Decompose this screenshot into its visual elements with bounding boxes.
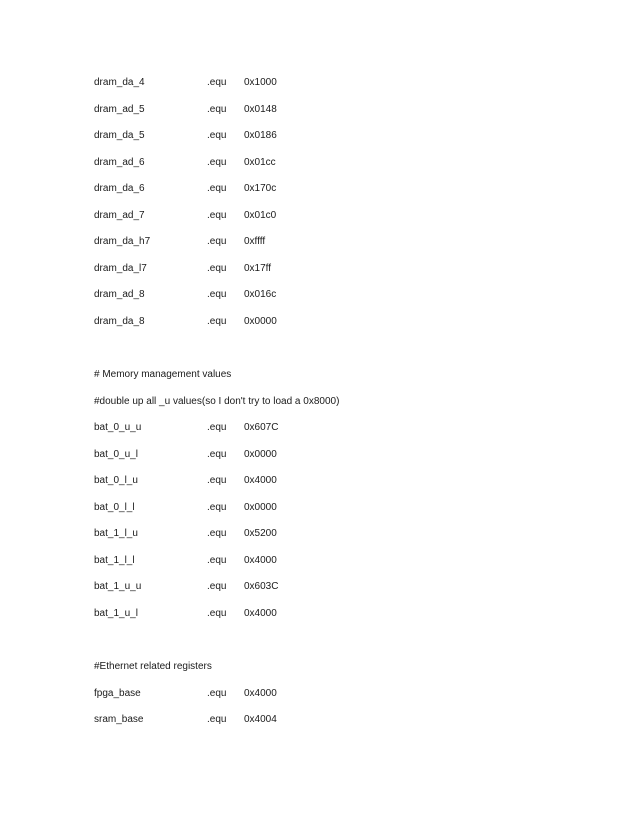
- directive: .equ: [207, 263, 227, 274]
- symbol-value: 0x0000: [244, 502, 277, 513]
- symbol-value: 0x4000: [244, 608, 277, 619]
- equ-line: [94, 687, 277, 701]
- directive: .equ: [207, 236, 227, 247]
- symbol-value: 0x4000: [244, 555, 277, 566]
- equ-line: [94, 527, 277, 541]
- symbol-value: 0x0148: [244, 104, 277, 115]
- symbol-value: 0x170c: [244, 183, 277, 194]
- comment-line: [94, 368, 232, 382]
- directive: .equ: [207, 714, 227, 725]
- symbol-name: fpga_base: [94, 688, 141, 699]
- symbol-value: 0x1000: [244, 77, 277, 88]
- symbol-name: dram_da_5: [94, 130, 145, 141]
- equ-line: [94, 235, 266, 249]
- directive: .equ: [207, 183, 227, 194]
- symbol-name: bat_1_u_u: [94, 581, 142, 592]
- directive: .equ: [207, 157, 227, 168]
- equ-line: [94, 156, 276, 170]
- symbol-name: bat_0_l_l: [94, 502, 135, 513]
- symbol-name: dram_ad_5: [94, 104, 145, 115]
- symbol-value: 0x17ff: [244, 263, 272, 274]
- symbol-name: bat_0_u_u: [94, 422, 142, 433]
- symbol-value: 0x4000: [244, 688, 277, 699]
- symbol-name: dram_ad_8: [94, 289, 145, 300]
- equ-line: [94, 580, 279, 594]
- directive: .equ: [207, 475, 227, 486]
- equ-line: [94, 448, 277, 462]
- directive: .equ: [207, 316, 227, 327]
- directive: .equ: [207, 289, 227, 300]
- equ-line: [94, 713, 277, 727]
- symbol-value: 0x5200: [244, 528, 277, 539]
- directive: .equ: [207, 502, 227, 513]
- equ-line: [94, 209, 277, 223]
- symbol-value: 0x4004: [244, 714, 277, 725]
- symbol-name: dram_da_4: [94, 77, 145, 88]
- equ-line: [94, 182, 277, 196]
- symbol-name: bat_1_u_l: [94, 608, 138, 619]
- directive: .equ: [207, 688, 227, 699]
- equ-line: [94, 76, 277, 90]
- symbol-value: 0x016c: [244, 289, 277, 300]
- symbol-value: 0x607C: [244, 422, 279, 433]
- symbol-value: 0x0000: [244, 449, 277, 460]
- equ-line: [94, 288, 277, 302]
- symbol-name: bat_0_u_l: [94, 449, 138, 460]
- symbol-name: bat_1_l_u: [94, 528, 138, 539]
- symbol-value: 0x4000: [244, 475, 277, 486]
- equ-line: [94, 129, 277, 143]
- comment-text: #double up all _u values(so I don't try to load a 0x8000): [94, 396, 340, 407]
- directive: .equ: [207, 608, 227, 619]
- comment-line: [94, 660, 212, 674]
- equ-line: [94, 501, 277, 515]
- directive: .equ: [207, 581, 227, 592]
- symbol-name: dram_ad_7: [94, 210, 145, 221]
- symbol-value: 0x0186: [244, 130, 277, 141]
- equ-line: [94, 262, 272, 276]
- directive: .equ: [207, 130, 227, 141]
- symbol-value: 0x01c0: [244, 210, 277, 221]
- equ-line: [94, 607, 277, 621]
- comment-text: #Ethernet related registers: [94, 661, 212, 672]
- symbol-value: 0x0000: [244, 316, 277, 327]
- directive: .equ: [207, 210, 227, 221]
- directive: .equ: [207, 555, 227, 566]
- equ-line: [94, 474, 277, 488]
- symbol-name: dram_da_h7: [94, 236, 151, 247]
- comment-line: [94, 395, 340, 409]
- symbol-value: 0x603C: [244, 581, 279, 592]
- symbol-name: bat_1_l_l: [94, 555, 135, 566]
- equ-line: [94, 421, 279, 435]
- symbol-name: dram_da_8: [94, 316, 145, 327]
- symbol-name: bat_0_l_u: [94, 475, 138, 486]
- comment-text: # Memory management values: [94, 369, 232, 380]
- directive: .equ: [207, 422, 227, 433]
- symbol-name: sram_base: [94, 714, 144, 725]
- equ-line: [94, 315, 277, 329]
- directive: .equ: [207, 449, 227, 460]
- symbol-name: dram_da_6: [94, 183, 145, 194]
- equ-line: [94, 103, 277, 117]
- symbol-name: dram_da_l7: [94, 263, 147, 274]
- symbol-value: 0x01cc: [244, 157, 276, 168]
- directive: .equ: [207, 104, 227, 115]
- symbol-name: dram_ad_6: [94, 157, 145, 168]
- equ-line: [94, 554, 277, 568]
- symbol-value: 0xffff: [244, 236, 266, 247]
- directive: .equ: [207, 77, 227, 88]
- directive: .equ: [207, 528, 227, 539]
